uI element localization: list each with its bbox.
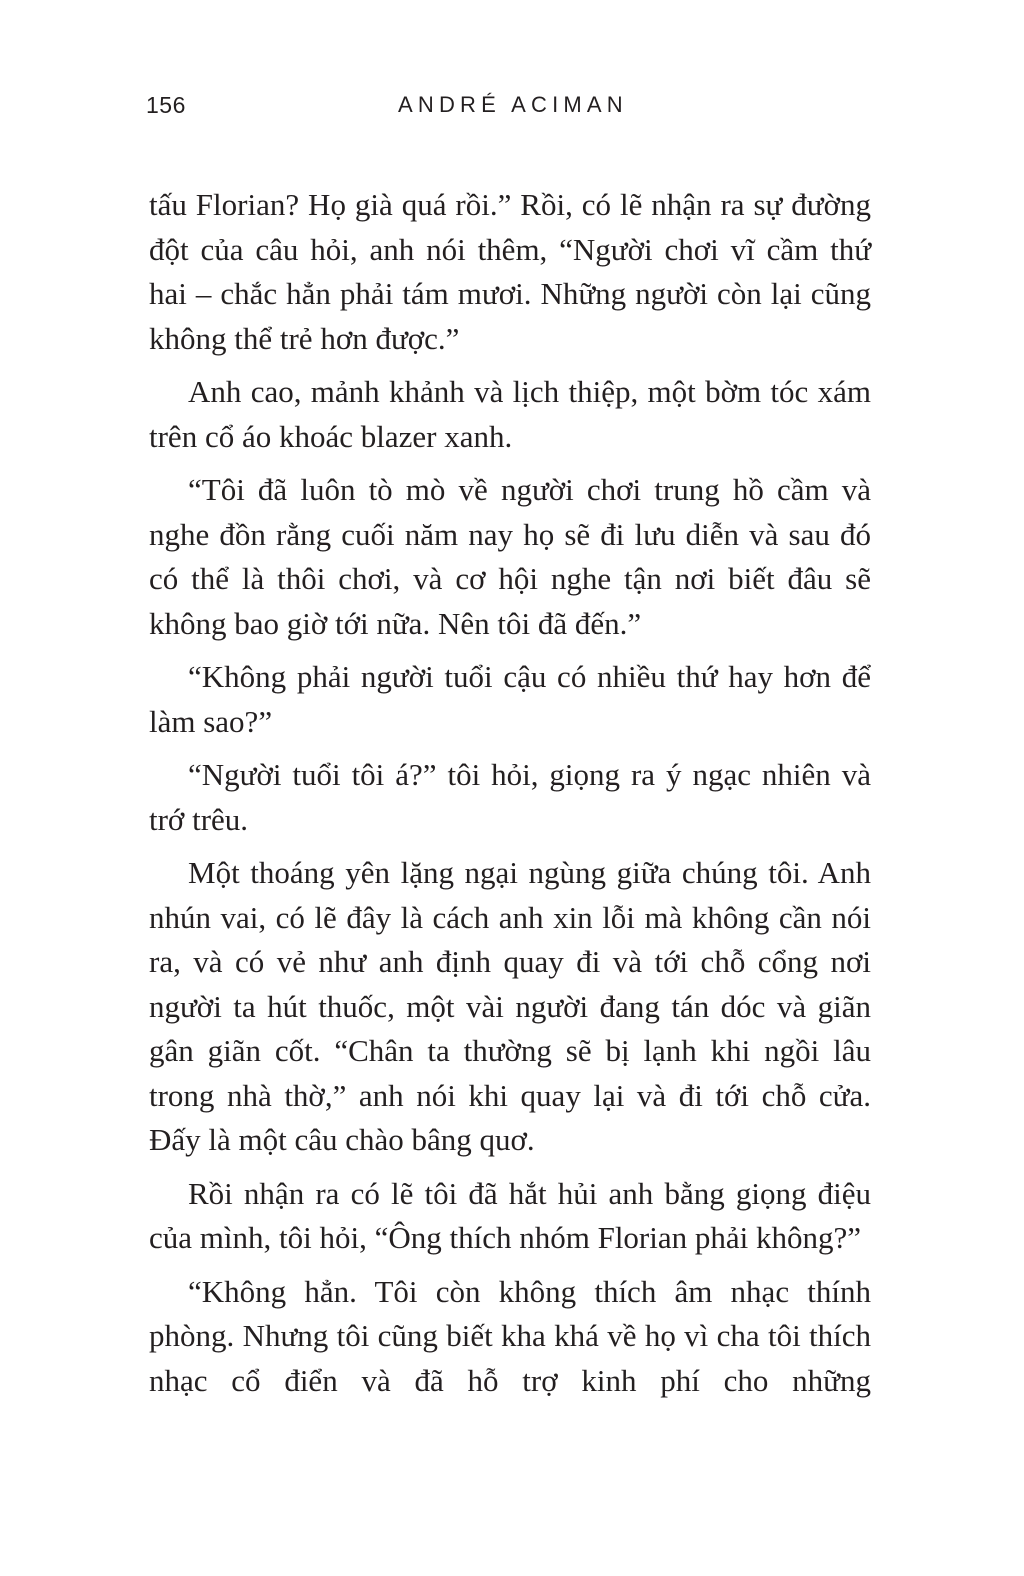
- paragraph: Rồi nhận ra có lẽ tôi đã hắt hủi anh bằng giọng điệu của mình, tôi hỏi, “Ông thích nhóm Florian phải không?”: [149, 1175, 871, 1255]
- paragraph: tấu Florian? Họ già quá rồi.” Rồi, có lẽ nhận ra sự đường đột của câu hỏi, anh nói thêm, “Người chơi vĩ cầm thứ hai – chắc hẳn phải tám mươi. Những người còn lại cũng không thể trẻ hơn được.”: [149, 187, 871, 356]
- paragraph: “Không hẳn. Tôi còn không thích âm nhạc thính phòng. Nhưng tôi cũng biết kha khá về họ vì cha tôi thích nhạc cổ điển và đã hỗ trợ kinh phí cho những: [149, 1273, 871, 1398]
- paragraph: Một thoáng yên lặng ngại ngùng giữa chúng tôi. Anh nhún vai, có lẽ đây là cách anh xin lỗi mà không cần nói ra, và có vẻ như anh định quay đi và tới chỗ cổng nơi người ta hút thuốc, một vài người đang tán dóc và giãn gân giãn cốt. “Chân ta thường sẽ bị lạnh khi ngồi lâu trong nhà thờ,” anh nói khi quay lại và đi tới chỗ cửa. Đấy là một câu chào bâng quơ.: [149, 855, 871, 1157]
- body-text: [149, 183, 871, 1412]
- paragraph: “Không phải người tuổi cậu có nhiều thứ hay hơn để làm sao?”: [149, 659, 871, 739]
- paragraph: “Tôi đã luôn tò mò về người chơi trung hồ cầm và nghe đồn rằng cuối năm nay họ sẽ đi lưu diễn và sau đó có thể là thôi chơi, và cơ hội nghe tận nơi biết đâu sẽ không bao giờ tới nữa. Nên tôi đã đến.”: [149, 472, 871, 641]
- paragraph: “Người tuổi tôi á?” tôi hỏi, giọng ra ý ngạc nhiên và trớ trêu.: [149, 757, 871, 837]
- running-head: ANDRÉ ACIMAN: [398, 92, 628, 117]
- page-number: 156: [146, 92, 186, 118]
- paragraph: Anh cao, mảnh khảnh và lịch thiệp, một bờm tóc xám trên cổ áo khoác blazer xanh.: [149, 374, 871, 454]
